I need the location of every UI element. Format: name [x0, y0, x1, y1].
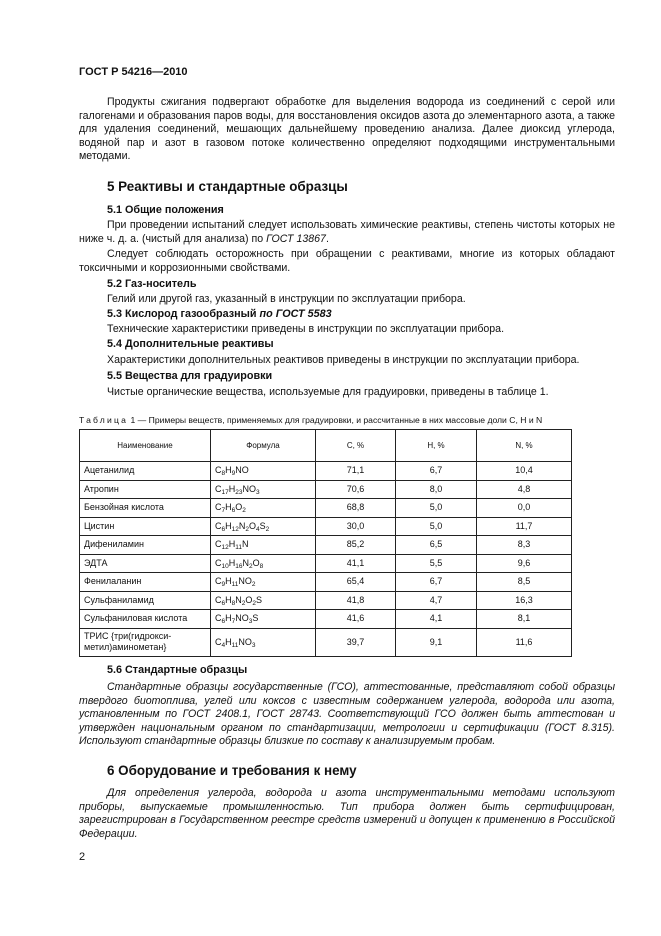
section-5-4-title: 5.4 Дополнительные реактивы [107, 338, 274, 350]
section-5-3-text: Технические характеристики приведены в инструкции по эксплуатации прибора. [107, 323, 505, 335]
column-header-n: N, % [477, 430, 572, 462]
table-row [80, 517, 572, 536]
nitrogen-percent-cell: 16,3 [477, 591, 572, 610]
carbon-percent-cell: 30,0 [316, 517, 396, 536]
carbon-percent-cell: 71,1 [316, 462, 396, 481]
table-1 [79, 429, 572, 657]
substance-name-cell: ТРИС {три(гидрокси-метил)аминометан} [80, 628, 211, 656]
nitrogen-percent-cell: 8,1 [477, 610, 572, 629]
section-5-2-text: Гелий или другой газ, указанный в инструкции по эксплуатации прибора. [107, 293, 466, 305]
carbon-percent-cell: 41,1 [316, 554, 396, 573]
nitrogen-percent-cell: 4,8 [477, 480, 572, 499]
nitrogen-percent-cell: 9,6 [477, 554, 572, 573]
table-header-row [80, 430, 572, 462]
substance-name-cell: Атропин [80, 480, 211, 499]
table-row [80, 536, 572, 555]
formula-cell: $C_9H_{11}NO_2$ [211, 573, 316, 592]
carbon-percent-cell: 39,7 [316, 628, 396, 656]
hydrogen-percent-cell: 5,0 [396, 499, 477, 518]
table-row [80, 628, 572, 656]
carbon-percent-cell: 85,2 [316, 536, 396, 555]
substance-name-cell: Дифениламин [80, 536, 211, 555]
formula-cell: $C_7H_6O_2$ [211, 499, 316, 518]
carbon-percent-cell: 68,8 [316, 499, 396, 518]
table-row [80, 462, 572, 481]
hydrogen-percent-cell: 5,0 [396, 517, 477, 536]
column-header-name: Наименование [80, 430, 211, 462]
formula-cell: $C_6H_7NO_3S$ [211, 610, 316, 629]
formula-cell: $C_8H_9NO$ [211, 462, 316, 481]
hydrogen-percent-cell: 4,1 [396, 610, 477, 629]
page-number: 2 [79, 851, 86, 863]
table-row [80, 480, 572, 499]
intro-paragraph: Продукты сжигания подвергают обработке для выделения водорода из соединений с серой или галогенами и образования паров воды, для восстановления оксидов азота до элементарного азота, а также для удаления соединений, мешающих дальнейшему проведению анализа. Далее диоксид углерода, водяной пар и азот в газовом потоке количественно определяют подходящими инструментальными методами. [79, 96, 615, 163]
hydrogen-percent-cell: 9,1 [396, 628, 477, 656]
section-5-6-title: 5.6 Стандартные образцы [107, 664, 248, 676]
gost-13867-ref: ГОСТ 13867 [266, 232, 326, 245]
nitrogen-percent-cell: 10,4 [477, 462, 572, 481]
table-body [80, 462, 572, 657]
table-row [80, 573, 572, 592]
section-5-2-title: 5.2 Газ-носитель [107, 278, 197, 290]
formula-cell: $C_{17}H_{23}NO_3$ [211, 480, 316, 499]
formula-cell: $C_{12}H_{11}N$ [211, 536, 316, 555]
carbon-percent-cell: 41,8 [316, 591, 396, 610]
section-5-5-title: 5.5 Вещества для градуировки [107, 370, 273, 382]
hydrogen-percent-cell: 6,7 [396, 462, 477, 481]
section-5-6-text: Стандартные образцы государственные (ГСО), аттестованные, представляют собой образцы твердого биотоплива, углей или коксов с известным содержанием углерода, водорода или азота, установленным по ГОСТ 2408.1, ГОСТ 28743. Соответствующий ГСО должен быть аттестован и утвержден национальным органом по стандартизации, метрологии и сертификации (ГОСТ 8.315). Используют стандартные образцы близкие по составу к анализируемым пробам. [79, 681, 615, 748]
formula-cell: $C_6H_8N_2O_2S$ [211, 591, 316, 610]
formula-cell: $C_6H_{12}N_2O_4S_2$ [211, 517, 316, 536]
table-row [80, 591, 572, 610]
table-1-caption: Таблица 1 — Примеры веществ, применяемых для градуировки, и рассчитанные в них массовые доли C, H и N [79, 415, 543, 425]
carbon-percent-cell: 70,6 [316, 480, 396, 499]
substance-name-cell: Ацетанилид [80, 462, 211, 481]
nitrogen-percent-cell: 8,3 [477, 536, 572, 555]
column-header-c: C, % [316, 430, 396, 462]
substance-name-cell: Бензойная кислота [80, 499, 211, 518]
substance-name-cell: Фенилаланин [80, 573, 211, 592]
section-6-text: Для определения углерода, водорода и азота инструментальными методами используют приборы, выпускаемые промышленностью. Тип прибора должен быть сертифицирован, зарегистрирован в Государственном реестре средств измерений и допущен к применению в Российской Федерации. [79, 787, 615, 840]
nitrogen-percent-cell: 11,6 [477, 628, 572, 656]
table-row [80, 610, 572, 629]
gost-5583-ref: по ГОСТ 5583 [259, 308, 332, 320]
section-5-1-paragraph-1: При проведении испытаний следует использовать химические реактивы, степень чистоты которых не ниже ч. д. а. (чистый для анализа) по ГОСТ 13867. [79, 219, 615, 245]
hydrogen-percent-cell: 4,7 [396, 591, 477, 610]
nitrogen-percent-cell: 11,7 [477, 517, 572, 536]
column-header-h: H, % [396, 430, 477, 462]
table-row [80, 499, 572, 518]
substance-name-cell: Сульфаниловая кислота [80, 610, 211, 629]
section-5-1-paragraph-2: Следует соблюдать осторожность при обращении с реактивами, многие из которых обладают токсичными и коррозионными свойствами. [79, 248, 615, 274]
hydrogen-percent-cell: 8,0 [396, 480, 477, 499]
hydrogen-percent-cell: 6,5 [396, 536, 477, 555]
carbon-percent-cell: 41,6 [316, 610, 396, 629]
section-5-1-title: 5.1 Общие положения [107, 204, 224, 216]
formula-cell: $C_4H_{11}NO_3$ [211, 628, 316, 656]
substance-name-cell: Цистин [80, 517, 211, 536]
section-5-title: 5 Реактивы и стандартные образцы [107, 179, 348, 194]
section-5-3-title: 5.3 Кислород газообразный по ГОСТ 5583 [107, 308, 332, 320]
table-1-caption-label: Таблица [79, 415, 129, 425]
nitrogen-percent-cell: 8,5 [477, 573, 572, 592]
carbon-percent-cell: 65,4 [316, 573, 396, 592]
nitrogen-percent-cell: 0,0 [477, 499, 572, 518]
table-row [80, 554, 572, 573]
section-5-5-text: Чистые органические вещества, используемые для градуировки, приведены в таблице 1. [107, 386, 549, 398]
section-5-4-text: Характеристики дополнительных реактивов приведены в инструкции по эксплуатации прибора. [107, 354, 580, 366]
column-header-formula: Формула [211, 430, 316, 462]
document-header: ГОСТ Р 54216—2010 [79, 66, 188, 78]
section-6-title: 6 Оборудование и требования к нему [107, 763, 357, 778]
substance-name-cell: ЭДТА [80, 554, 211, 573]
substance-name-cell: Сульфаниламид [80, 591, 211, 610]
hydrogen-percent-cell: 6,7 [396, 573, 477, 592]
hydrogen-percent-cell: 5,5 [396, 554, 477, 573]
formula-cell: $C_{10}H_{16}N_2O_8$ [211, 554, 316, 573]
